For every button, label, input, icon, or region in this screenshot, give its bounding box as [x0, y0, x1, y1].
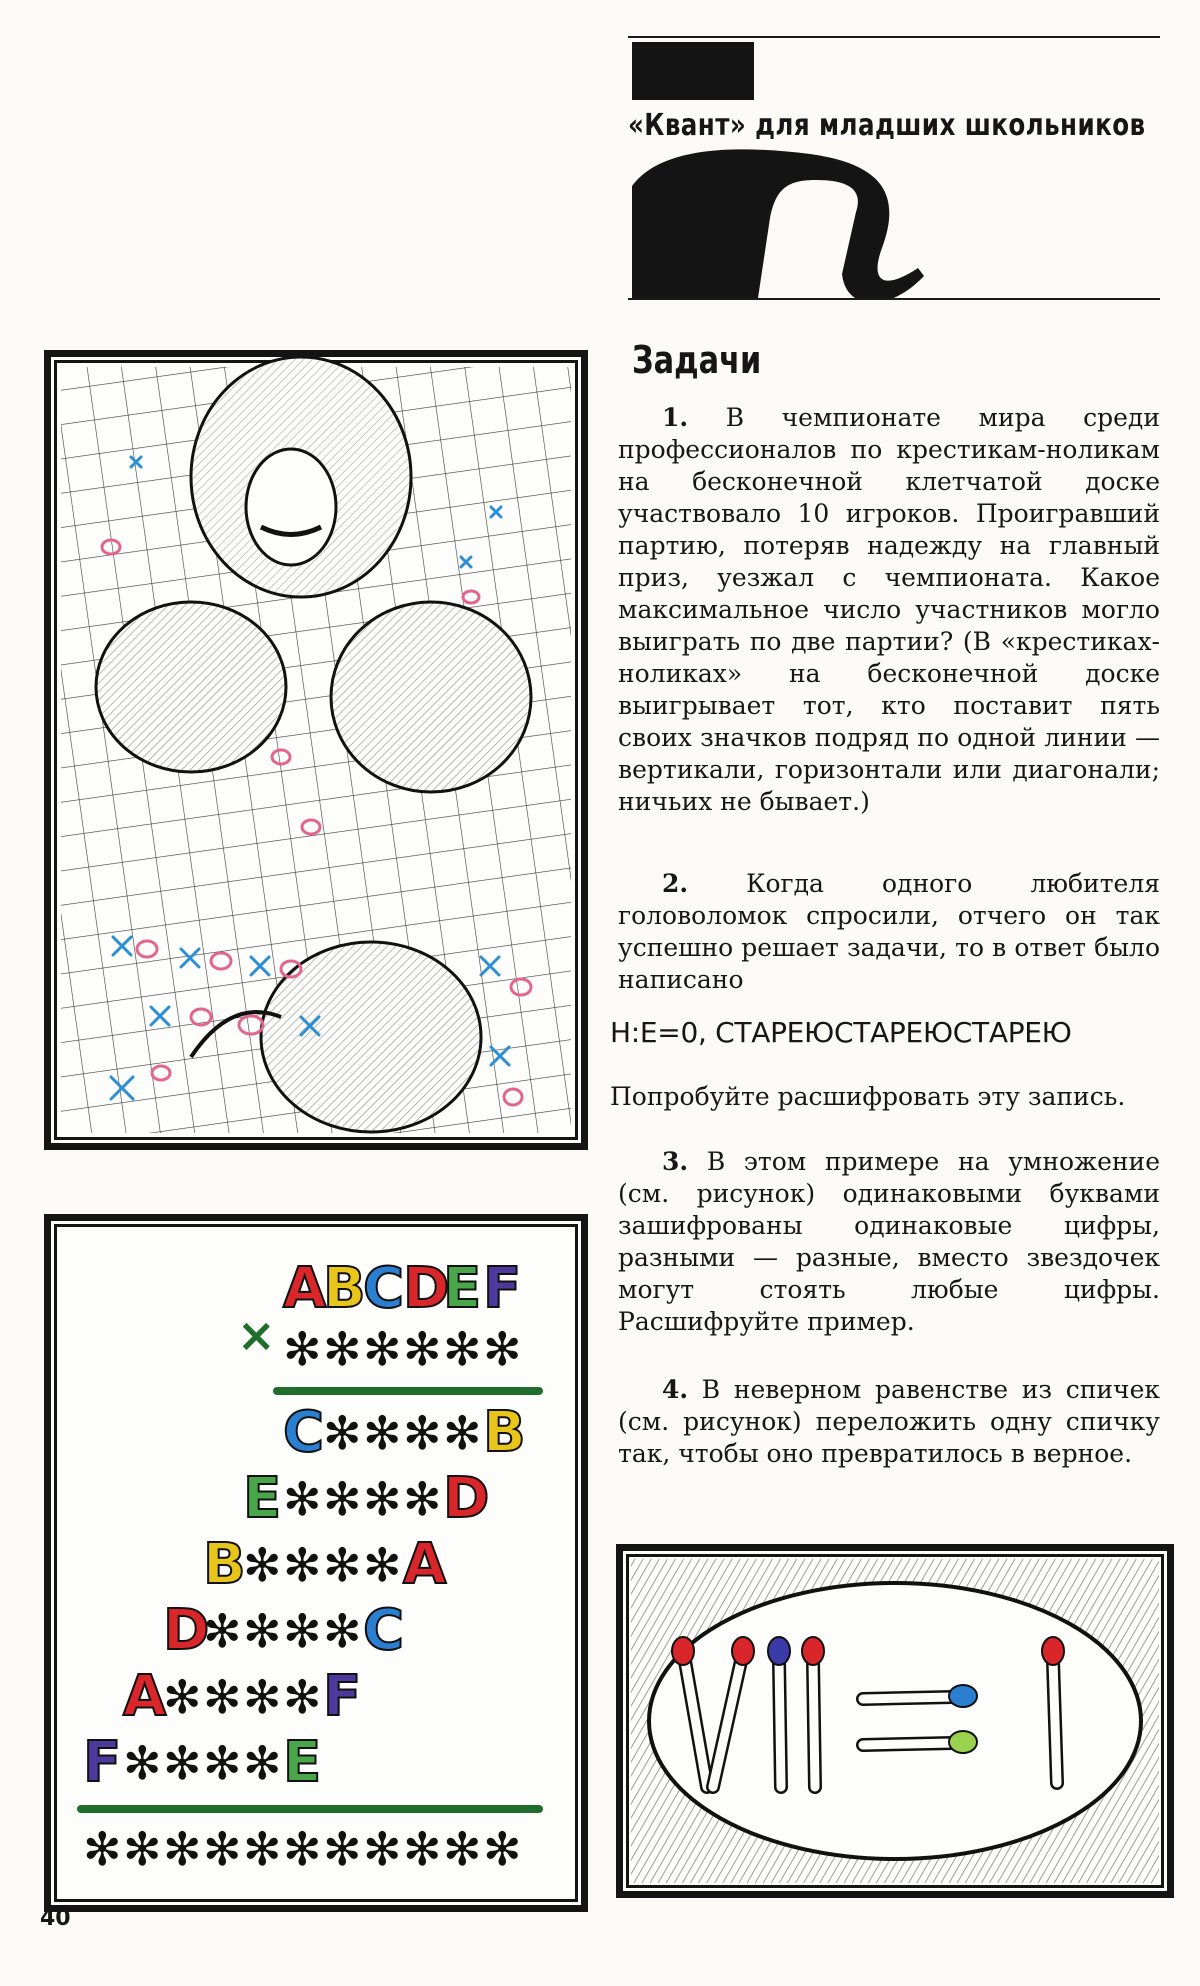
- puzzle-star: ✻: [163, 1670, 202, 1724]
- problem-3-text: В этом примере на умножение (см. рисунок) одинаковыми буквами зашифрованы одинаковые цифры, разными — разные, вместо звездочек могут стоять любые цифры. Расшифруйте пример.: [618, 1147, 1160, 1336]
- puzzle-letter-E: E: [443, 1256, 482, 1321]
- tic-tac-toe-drawing: [51, 357, 581, 1143]
- puzzle-star: ✻: [323, 1822, 362, 1876]
- puzzle-letter-E: E: [243, 1466, 282, 1531]
- page-number: 40: [40, 1906, 71, 1931]
- puzzle-star: ✻: [163, 1822, 202, 1876]
- puzzle-star: ✻: [323, 1322, 362, 1376]
- puzzle-star: ✻: [443, 1822, 482, 1876]
- problem-2-number: 2.: [662, 869, 689, 898]
- puzzle-star: ✻: [283, 1822, 322, 1876]
- puzzle-star: ✻: [403, 1472, 442, 1526]
- puzzle-letter-B: B: [203, 1532, 246, 1597]
- problem-2-code: Н:Е=0, СТАРЕЮСТАРЕЮСТАРЕЮ: [610, 1016, 1072, 1049]
- multiplication-puzzle: [44, 1214, 588, 1912]
- puzzle-star: ✻: [403, 1322, 442, 1376]
- header-logo-letter: [620, 36, 930, 298]
- puzzle-letter-D: D: [403, 1256, 450, 1321]
- puzzle-star: ✻: [203, 1670, 242, 1724]
- puzzle-star: ✻: [123, 1822, 162, 1876]
- problem-2-after: Попробуйте расшифровать эту запись.: [610, 1082, 1126, 1111]
- puzzle-star: ✻: [283, 1670, 322, 1724]
- tic-tac-toe-illustration: [44, 350, 588, 1150]
- problem-1: [618, 402, 1160, 818]
- puzzle-letter-F: F: [483, 1256, 522, 1321]
- problem-2-text: Когда одного любителя головоломок спросили, отчего он так успешно решает задачи, то в ответ было написано: [618, 869, 1160, 994]
- puzzle-letter-E: E: [283, 1730, 322, 1795]
- puzzle-star: ✻: [403, 1822, 442, 1876]
- puzzle-star: ✻: [283, 1538, 322, 1592]
- puzzle-letter-C: C: [283, 1400, 325, 1465]
- puzzle-star: ✻: [283, 1604, 322, 1658]
- problem-1-text: В чемпионате мира среди профессионалов по крестикам-ноликам на бесконечной клетчатой доске участвовало 10 игроков. Проигравший партию, потеряв надежду на главный приз, уезжал с чемпионата. Какое максимальное число участников могло выиграть по две партии? (В «крестиках-ноликах» на бесконечной доске выигрывает тот, кто поставит пять своих значков подряд по одной линии — вертикали, горизонтали или диагонали; ничьих не бывает.): [618, 403, 1160, 816]
- puzzle-star: ✻: [363, 1472, 402, 1526]
- problem-4-text: В неверном равенстве из спичек (см. рисунок) переложить одну спичку так, чтобы оно превратилось в верное.: [618, 1375, 1160, 1468]
- puzzle-star: ✻: [203, 1736, 242, 1790]
- puzzle-letter-B: B: [483, 1400, 526, 1465]
- puzzle-star: ✻: [203, 1822, 242, 1876]
- puzzle-star: ✻: [203, 1604, 242, 1658]
- puzzle-star: ✻: [283, 1322, 322, 1376]
- puzzle-star: ✻: [243, 1736, 282, 1790]
- puzzle-letter-D: D: [163, 1598, 210, 1663]
- puzzle-star: ✻: [323, 1472, 362, 1526]
- puzzle-star: ✻: [403, 1406, 442, 1460]
- puzzle-letter-C: C: [363, 1256, 405, 1321]
- puzzle-letter-A: A: [403, 1532, 447, 1597]
- puzzle-star: ✻: [443, 1322, 482, 1376]
- puzzle-star: ✻: [323, 1406, 362, 1460]
- puzzle-star: ✻: [123, 1736, 162, 1790]
- puzzle-letter-C: C: [363, 1598, 405, 1663]
- matchstick-drawing: [623, 1551, 1167, 1891]
- problem-4-number: 4.: [662, 1375, 689, 1404]
- header-bottom-rule: [628, 298, 1160, 300]
- problem-4: [618, 1374, 1160, 1470]
- puzzle-operator: ×: [237, 1308, 276, 1362]
- puzzle-letter-B: B: [323, 1256, 366, 1321]
- puzzle-star: ✻: [283, 1472, 322, 1526]
- problem-3: [618, 1146, 1160, 1338]
- problem-2: [618, 868, 1160, 996]
- puzzle-underline-top: [273, 1387, 543, 1395]
- puzzle-star: ✻: [363, 1322, 402, 1376]
- puzzle-star: ✻: [243, 1670, 282, 1724]
- matchstick-puzzle: [616, 1544, 1174, 1898]
- puzzle-star: ✻: [363, 1538, 402, 1592]
- puzzle-letter-A: A: [283, 1256, 327, 1321]
- puzzle-letter-A: A: [123, 1664, 167, 1729]
- puzzle-star: ✻: [243, 1538, 282, 1592]
- problem-3-number: 3.: [662, 1147, 689, 1176]
- puzzle-star: ✻: [483, 1822, 522, 1876]
- puzzle-star: ✻: [83, 1822, 122, 1876]
- puzzle-star: ✻: [163, 1736, 202, 1790]
- section-title: Задачи: [632, 338, 762, 382]
- puzzle-star: ✻: [323, 1604, 362, 1658]
- puzzle-letter-F: F: [323, 1664, 362, 1729]
- puzzle-star: ✻: [363, 1822, 402, 1876]
- puzzle-star: ✻: [323, 1538, 362, 1592]
- puzzle-star: ✻: [243, 1604, 282, 1658]
- puzzle-star: ✻: [443, 1406, 482, 1460]
- puzzle-letter-F: F: [83, 1730, 122, 1795]
- header-title: «Квант» для младших школьников: [628, 108, 1146, 143]
- puzzle-letter-D: D: [443, 1466, 490, 1531]
- puzzle-star: ✻: [483, 1322, 522, 1376]
- puzzle-star: ✻: [243, 1822, 282, 1876]
- problem-1-number: 1.: [662, 403, 689, 432]
- puzzle-underline-bottom: [77, 1805, 543, 1813]
- puzzle-star: ✻: [363, 1406, 402, 1460]
